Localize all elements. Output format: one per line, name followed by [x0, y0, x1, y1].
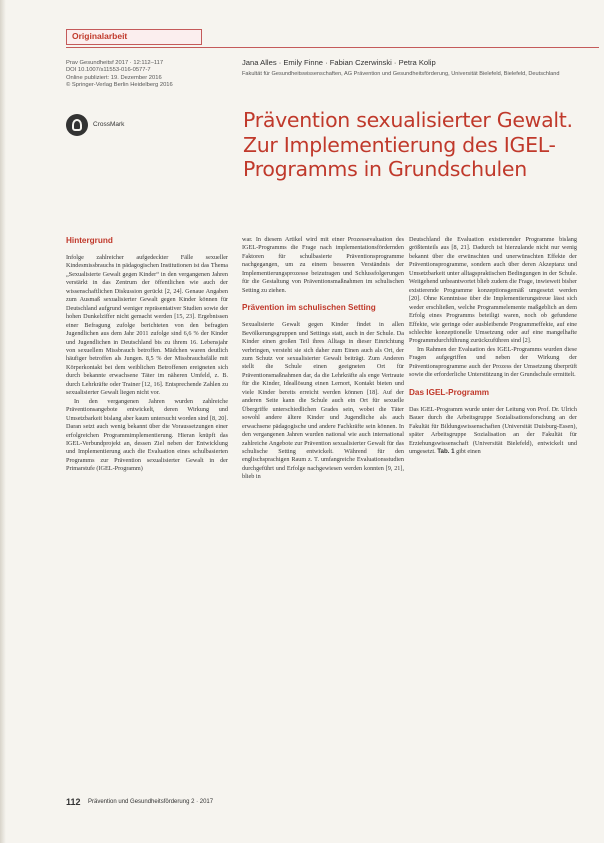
- title-line: Zur Implementierung des IGEL-: [243, 132, 556, 157]
- meta-citation: Prav Gesundheitsf 2017 · 12:112–117: [66, 60, 164, 66]
- author-affiliation: Fakultät für Gesundheitswissenschaften, AG Prävention und Gesundheitsförderung, Universität Bielefeld, Bielefeld, Deutschland: [242, 71, 560, 77]
- meta-doi: DOI 10.1007/s11553-016-0577-7: [66, 67, 151, 74]
- author-list: Jana Alles · Emily Finne · Fabian Czerwinski · Petra Kolip: [242, 58, 436, 67]
- paragraph: Infolge zahlreicher aufgedeckter Fälle sexueller Kindesmissbrauchs in pädagogischen Institutionen ist das Thema „Sexualisierte Gewalt gegen Kinder“ in den vergangenen Jahren verstärkt in das Zentrum der öffentlichen wie auch der wissenschaftlichen Diskussion gerückt [2, 24]. Genaue Angaben zum Ausmaß sexualisierter Gewalt gegen Kinder können für Deutschland aufgrund weniger repräsentativer Studien sowie der hohen Dunkelziffer nicht gemacht werden [15, 23]. Ergebnissen einer Befragung zufolge berichteten von den befragten Jugendlichen aus dem Jahr 2011 zufolge sind 6,6 % der Kinder und Jugendlichen in Deutschland bis zu ihrem 16. Lebensjahr von sexuellem Missbrauch betroffen. Mädchen waren deutlich häufiger betroffen als Jungen. 8,5 % der Missbrauchsfälle mit Körperkontakt bei dem weiblichen Betroffenen ereigneten sich durch bekannte erwachsene Täter im näheren Umfeld, z. B. durch Lehrkräfte oder Trainer [12, 16]. Entsprechende Zahlen zu sexualisierter Gewalt liegen nicht vor.: [66, 254, 228, 397]
- article-title: [243, 108, 603, 182]
- section-heading-setting: Prävention im schulischen Setting: [242, 303, 376, 313]
- body-column-2: [242, 236, 404, 482]
- crossmark-label: CrossMark: [93, 121, 125, 128]
- title-line: Prävention sexualisierter Gewalt.: [243, 108, 573, 132]
- crossmark-icon[interactable]: [66, 114, 88, 136]
- body-column-3: [409, 236, 577, 456]
- publication-meta: [66, 60, 236, 89]
- page-number: 112: [66, 797, 81, 807]
- section-heading-igel-programm: Das IGEL-Programm: [409, 387, 490, 397]
- paragraph: Sexualisierte Gewalt gegen Kinder findet in allen Bevölkerungsgruppen und Settings statt, auch in der Schule. Da Kinder einen großen Teil ihres Alltags in dieser Einrichtung verbringen, versteht sie sich daher zum Einen auch als Ort, der zum Schutz vor sexualisierter Gewalt beiträgt. Zum Anderen stellt die Schule einen geeigneten Ort für Präventionsmaßnahmen dar, da die Lehrkräfte als enge Vertraute für die Kinder, Ideallösung einen Lernort, Kontakt bieten und viele Kinder bereits erreicht werden können [18]. Auf der anderen Seite kann die Schule auch ein Ort für sexuelle Übergriffe unterschiedlichen Grades sein, wobei die Täter sowohl andere ältere Kinder und Jugendliche als auch erwachsene pädagogische und andere Fachkräfte sein können. In den vergangenen Jahren wurden national wie auch international zahlreiche Angebote zur Prävention sexualisierter Gewalt für das schulische Setting entwickelt. Während für den englischsprachigen Raum z. T. umfangreiche Evaluationsstudien durchgeführt und Erfolge nachgewiesen werden konnten [9, 21], blieb in: [242, 321, 404, 481]
- section-heading-hintergrund: Hintergrund: [66, 236, 113, 245]
- section-tag-label: Originalarbeit: [72, 31, 128, 41]
- paragraph: Deutschland die Evaluation existierender Programme bislang größtenteils aus [8, 21]. Dadurch ist hierzulande nicht nur wenig bekannt über die erwünschten und unerwünschten Effekte der Präventionsprogramme, sondern auch über deren Akzeptanz und Umsetzbarkeit unter alltagspraktischen Bedingungen in der Schule. Weitgehend unbeantwortet blieb zudem die Frage, inwieweit bisher existierende Programme konzeptionsgemäß umgesetzt werden [20]. Ohne Kenntnisse über die Implementierungstreue lässt sich weder erschließen, welche Programmelemente maßgeblich an dem Erfolg eines Programms beteiligt waren, noch ob gefundene Effekte, wie geringe oder ausbleibende Programmeffekte, auf eine schlechte konzeptionelle Umsetzung oder auf eine mangelhafte Programmdurchführung zurückzuführen sind [2].: [409, 236, 577, 345]
- paragraph-text: Das IGEL-Programm wurde unter der Leitung von Prof. Dr. Ulrich Bauer durch die Arbeitsgruppe Sozialisationsforschung an der Fakultät für Bildungswissenschaften (Universität Duisburg-Essen), später Arbeitsgruppe Sozialisation an der Fakultät für Erziehungswissenschaft (Universität Bielefeld), entwickelt und umgesetzt.: [409, 405, 577, 455]
- journal-footer: Prävention und Gesundheitsförderung 2 · 2017: [88, 799, 214, 805]
- meta-copyright: © Springer-Verlag Berlin Heidelberg 2016: [66, 81, 173, 88]
- body-column-1: [66, 236, 228, 474]
- paragraph: Im Rahmen der Evaluation des IGEL-Programms wurden diese Fragen aufgegriffen und neben der Wirkung der Präventionsprogramme auch der Prozess der Umsetzung überprüft sowie die erforderliche Unterstützung in der Grundschule ermittelt.: [409, 345, 577, 379]
- paragraph-text: gibt einen: [456, 447, 481, 455]
- paragraph: war. In diesem Artikel wird mit einer Prozessevaluation des IGEL-Programms die Frage nach implementationsfördernden Faktoren für schulbasierte Präventionsprogramme nachgegangen, um zu einem besseren Verständnis der Implementierungsprozesse beizutragen und Schlussfolgerungen für die Gestaltung von Präventionsmaßnahmen im schulischen Setting zu ziehen.: [242, 236, 404, 294]
- paragraph: In den vergangenen Jahren wurden zahlreiche Präventionsangebote entwickelt, deren Wirkung und Umsetzbarkeit bislang aber kaum untersucht worden sind [8, 20]. Daran setzt auch wenig bekannt über die Voraussetzungen einer erfolgreichen Programmimplementierung. Hieran knüpft das IGEL-Verbundprojekt an, dessen Ziel neben der Entwicklung und Implementierung auch die Evaluation eines schulbasierten Programms zur Prävention sexualisierter Gewalt in der Primarstufe (IGEL-Programm): [66, 397, 228, 473]
- paragraph: [409, 406, 577, 457]
- title-line: Programms in Grundschulen: [243, 157, 527, 181]
- meta-online-date: Online publiziert: 19. Dezember 2016: [66, 74, 162, 81]
- section-tag: [66, 29, 202, 45]
- table-reference[interactable]: Tab. 1: [437, 447, 455, 455]
- page-spine-shadow: [0, 0, 6, 843]
- header-rule: [66, 47, 599, 48]
